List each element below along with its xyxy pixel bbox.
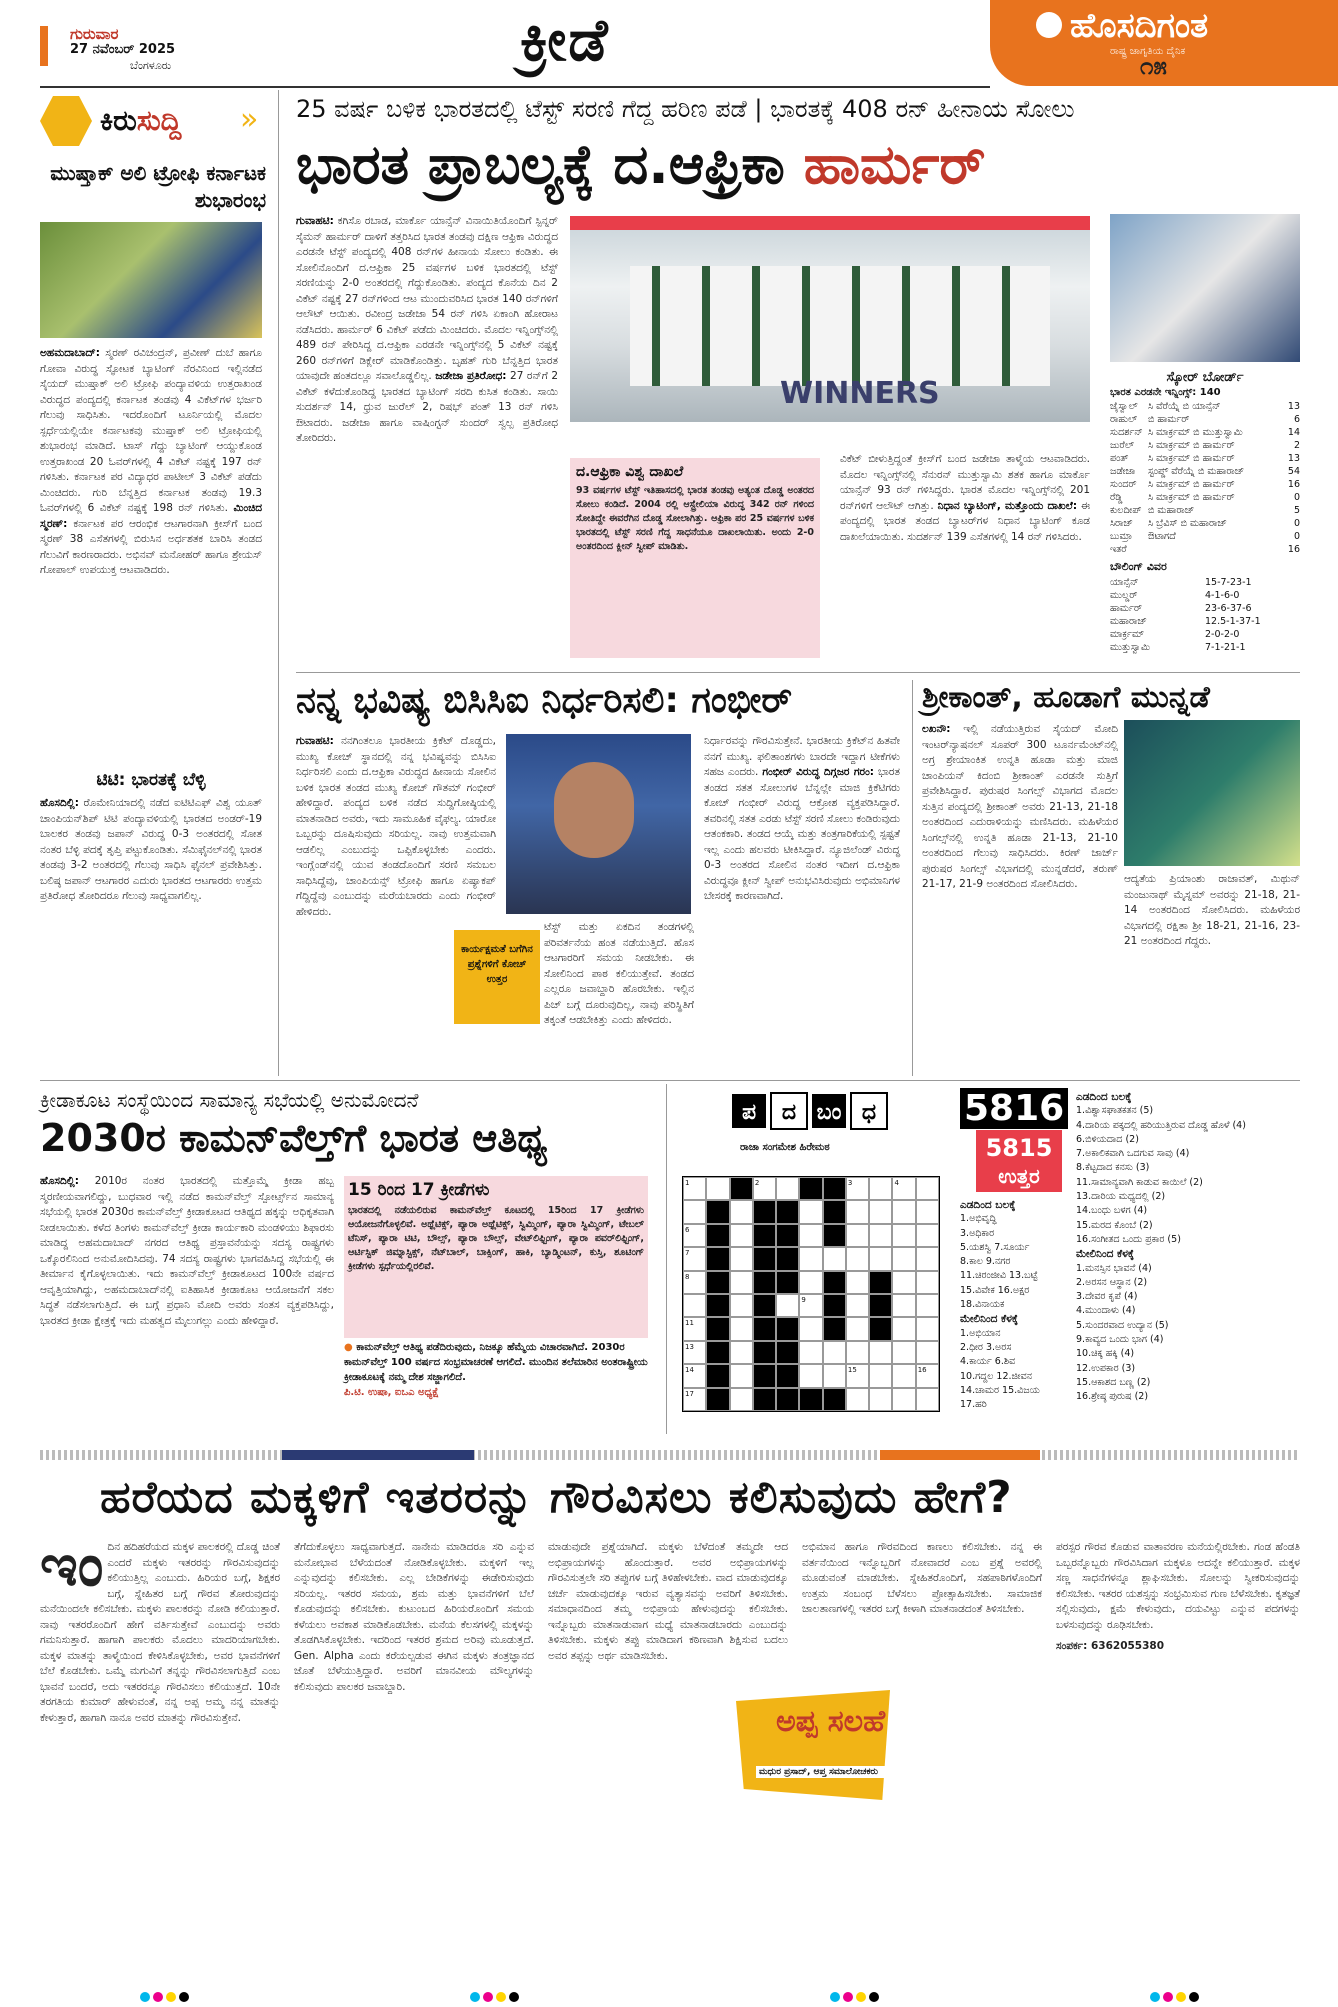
weekday: ಗುರುವಾರ [70,25,119,43]
masthead [990,0,1338,86]
record-box [570,458,820,658]
crossword-cell[interactable] [706,1271,729,1294]
score-row: ಜೈಸ್ವಾಲ್ ಸಿ ವೆರೆಯ್ನೆ ಬಿ ಯಾನ್ಸೆನ್ 13 [1110,401,1300,412]
registration-dots [470,1992,522,2002]
crossword-cell[interactable] [823,1388,846,1411]
appa-salahe-badge [736,1690,890,1800]
clue-item: 16.ಶ್ರೇಷ್ಠ ಪುರುಷ (2) [1076,1391,1149,1403]
salahe-label: ಅಪ್ಪ ಸಲಹೆ [776,1704,886,1739]
clue-item: 15.ಆಕಾಶದ ಬಣ್ಣ (2) [1076,1376,1151,1388]
bowling-row: ಯಾನ್ಸೆನ್ 15-7-23-1 [1110,577,1252,588]
kiru-suddi-label: ಕಿರುಸುದ್ದಿ [100,104,182,137]
crossword-cell[interactable] [869,1224,892,1247]
feature-col5: ಪರಸ್ಪರ ಗೌರವ ಕೊಡುವ ವಾತಾವರಣ ಮನೆಯಲ್ಲಿರಬೇಕು. ಗಂಡ ಹೆಂಡತಿ ಒಬ್ಬರನ್ನೊಬ್ಬರು ಗೌರವಿಸಿದಾಗ ಮಕ್ಕಳೂ ಅದನ್ನೇ ಕಲಿಯುತ್ತಾರೆ. ಮಕ್ಕಳ ಸಣ್ಣ ಸಾಧನೆಗಳನ್ನೂ ಶ್ಲಾಘಿಸಬೇಕು. ಸೋಲನ್ನು ಸ್ವೀಕರಿಸುವುದನ್ನು ಕಲಿಸಬೇಕು. ಇತರರ ಯಶಸ್ಸನ್ನು ಸಂಭ್ರಮಿಸುವ ಗುಣ ಬೆಳೆಸಬೇಕು. ಕೃತಜ್ಞತೆ ಸಲ್ಲಿಸುವುದು, ಕ್ಷಮೆ ಕೇಳುವುದು, ದಯವಿಟ್ಟು ಎನ್ನುವ ಪದಗಳನ್ನು ಬಳಸುವುದನ್ನು ರೂಢಿಸಬೇಕು. ಸಂಪರ್ಕ: 6362055380 [1056,1540,1300,1655]
crossword-cell[interactable] [869,1247,892,1270]
crossword-cell[interactable] [799,1247,822,1270]
crossword-cell[interactable] [776,1247,799,1270]
crossword-cell[interactable] [916,1271,939,1294]
answers-list: ಎಡದಿಂದ ಬಲಕ್ಕೆ 1.ಅಭಿವೃದ್ಧಿ 3.ಅಧಿಕಾರ 5.ಯಶಸ್ವಿ 7.ಸೂರ್ಯ 8.ಕಾಲ 9.ನಗರ 11.ಚಿರಂಜೀವಿ 13.ಬಟ್ಟೆ 15.ವಿವೇಕ 16.ಅಕ್ಷರ 18.ವಿನಾಯಕ ಮೇಲಿನಿಂದ ಕೆಳಕ್ಕೆ 1.ಅಭಿಯಾನ 2.ಧೀರ 3.ಅರಸ 4.ಕಾರ್ಯ 6.ಶಿವ 10.ಗದ್ದಲ 12.ಜೀವನ 14.ಚಾಮರ 15.ವಿಜಯ 17.ಹರಿ [960,1198,1070,1412]
crossword-cell[interactable] [869,1388,892,1411]
score-row: ಬುಮ್ರಾ ಔಟಾಗದೆ 0 [1110,531,1300,542]
cwg-strapline: ಕ್ರೀಡಾಕೂಟ ಸಂಸ್ಥೆಯಿಂದ ಸಾಮಾನ್ಯ ಸಭೆಯಲ್ಲಿ ಅನುಮೋದನೆ [40,1088,419,1112]
feature-col1: ಇಂದಿನ ಹದಿಹರೆಯದ ಮಕ್ಕಳ ಪಾಲಕರಲ್ಲಿ ದೊಡ್ಡ ಚಿಂತೆ ಎಂದರೆ ಮಕ್ಕಳು ಇತರರನ್ನು ಗೌರವಿಸುವುದನ್ನು ಕಲಿಯುತ್ತಿಲ್ಲ ಎಂಬುದು. ಹಿರಿಯರ ಬಗ್ಗೆ, ಶಿಕ್ಷಕರ ಬಗ್ಗೆ, ಸ್ನೇಹಿತರ ಬಗ್ಗೆ ಗೌರವ ತೋರುವುದನ್ನು ಮನೆಯಿಂದಲೇ ಕಲಿಸಬೇಕು. ಮಕ್ಕಳು ಪಾಲಕರನ್ನು ನೋಡಿ ಕಲಿಯುತ್ತಾರೆ. ನಾವು ಇತರರೊಂದಿಗೆ ಹೇಗೆ ವರ್ತಿಸುತ್ತೇವೆ ಎಂಬುದನ್ನು ಅವರು ಗಮನಿಸುತ್ತಾರೆ. ಹಾಗಾಗಿ ಪಾಲಕರು ಮೊದಲು ಮಾದರಿಯಾಗಬೇಕು. ಮಕ್ಕಳ ಮಾತನ್ನು ತಾಳ್ಮೆಯಿಂದ ಕೇಳಿಸಿಕೊಳ್ಳಬೇಕು, ಅವರ ಭಾವನೆಗಳಿಗೆ ಬೆಲೆ ಕೊಡಬೇಕು. ಒಮ್ಮೆ ಮಗುವಿಗೆ ತನ್ನನ್ನು ಗೌರವಿಸಲಾಗುತ್ತಿದೆ ಎಂಬ ಭಾವನೆ ಬಂದರೆ, ಅದು ಇತರರನ್ನೂ ಗೌರವಿಸಲು ಕಲಿಯುತ್ತದೆ. 10ನೇ ತರಗತಿಯ ಕುಮಾರ್ ಹೇಳುವಂತೆ, ನನ್ನ ಅಪ್ಪ ಅಮ್ಮ ನನ್ನ ಮಾತನ್ನು ಕೇಳುತ್ತಾರೆ, ಹಾಗಾಗಿ ನಾನೂ ಅವರ ಮಾತನ್ನು ಗೌರವಿಸುತ್ತೇನೆ. [40,1531,280,1724]
cwg-quote: ● ಕಾಮನ್‌ವೆಲ್ತ್ ಆತಿಥ್ಯ ಪಡೆದಿರುವುದು, ನಿಜಕ್ಕೂ ಹೆಮ್ಮೆಯ ವಿಚಾರವಾಗಿದೆ. 2030ರ ಕಾಮನ್‌ವೆಲ್ತ್ 100 ವರ್ಷದ ಸಂಭ್ರಮಾಚರಣೆ ಆಗಲಿದೆ. ಮುಂದಿನ ತಲೆಮಾರಿನ ಅಂತರಾಷ್ಟ್ರೀಯ ಕ್ರೀಡಾಕೂಟಕ್ಕೆ ನಮ್ಮ ದೇಶ ಸಜ್ಜಾಗಲಿದೆ. ಪಿ.ಟಿ. ಉಷಾ, ಐಒಎ ಅಧ್ಯಕ್ಷೆ [344,1342,648,1398]
crossword-cell[interactable] [869,1341,892,1364]
crossword-cell[interactable] [823,1364,846,1387]
crossword-cell[interactable] [869,1271,892,1294]
salahe-author: ಮಧುರ ಪ್ರಸಾದ್, ಆಪ್ತ ಸಮಾಲೋಚಕರು [756,1766,886,1778]
clue-item: 1.ಮನಸ್ಸಿನ ಭಾವನೆ (4) [1076,1262,1152,1274]
score-row: ರಾಹುಲ್ ಬಿ ಹಾರ್ಮರ್ 6 [1110,414,1300,425]
padabandha-title: ಪ ದ ಬಂ ಧ [730,1092,890,1130]
kiru-place: ಅಹಮದಾಬಾದ್: [40,347,100,359]
kiru-sub2-place: ಮಿಂಚಿದ ಸ್ಮರಣ್: [40,502,262,530]
crossword-cell[interactable] [799,1271,822,1294]
feature-col4: ಅಭಿಮಾನ ಹಾಗೂ ಗೌರವದಿಂದ ಕಾಣಲು ಕಲಿಸಬೇಕು. ನನ್ನ ಈ ವರ್ತನೆಯಿಂದ ಇನ್ನೊಬ್ಬರಿಗೆ ನೋವಾದರೆ ಎಂಬ ಪ್ರಶ್ನೆ ಅವರಲ್ಲಿ ಮೂಡುವಂತೆ ಮಾಡಬೇಕು. ಸ್ನೇಹಿತರೊಂದಿಗೆ, ಸಹಪಾಠಿಗಳೊಂದಿಗೆ ಉತ್ತಮ ಸಂಬಂಧ ಬೆಳೆಸಲು ಪ್ರೋತ್ಸಾಹಿಸಬೇಕು. ಸಾಮಾಜಿಕ ಜಾಲತಾಣಗಳಲ್ಲಿ ಇತರರ ಬಗ್ಗೆ ಕೀಳಾಗಿ ಮಾತನಾಡದಂತೆ ತಿಳಿಸಬೇಕು. [802,1541,1042,1615]
crossword-cell[interactable] [683,1200,706,1223]
bowling-row: ಮುಲ್ಡರ್ 4-1-6-0 [1110,590,1240,601]
column-divider [666,1084,667,1434]
color-band [40,1450,1300,1460]
clue-item: 2.ಅರಸನ ಆಸ್ಥಾನ (2) [1076,1276,1148,1288]
bowling-title: ಬೌಲಿಂಗ್ ವಿವರ [1110,560,1167,573]
crossword-cell[interactable] [776,1224,799,1247]
clue-item: 12.ಉಪಕಾರ (3) [1076,1362,1136,1374]
crossword-cell[interactable] [706,1177,729,1200]
crossword-cell[interactable] [799,1388,822,1411]
crossword-cell[interactable]: 9 [799,1294,822,1317]
crossword-cell[interactable] [823,1317,846,1340]
scoreboard-sub: ಭಾರತ ಎರಡನೇ ಇನ್ನಿಂಗ್ಸ್: 140 [1110,387,1221,398]
crossword-cell[interactable] [869,1364,892,1387]
feature-col3: ಮಾಡುವುದೇ ಪ್ರಶ್ನೆಯಾಗಿದೆ. ಮಕ್ಕಳು ಬೆಳೆದಂತೆ ತಮ್ಮದೇ ಆದ ಅಭಿಪ್ರಾಯಗಳನ್ನು ಹೊಂದುತ್ತಾರೆ. ಅವರ ಅಭಿಪ್ರಾಯಗಳನ್ನು ಗೌರವಿಸುತ್ತಲೇ ಸರಿ ತಪ್ಪುಗಳ ಬಗ್ಗೆ ತಿಳಿಹೇಳಬೇಕು. ವಾದ ಮಾಡುವುದಕ್ಕೂ ಚರ್ಚೆ ಮಾಡುವುದಕ್ಕೂ ಇರುವ ವ್ಯತ್ಯಾಸವನ್ನು ಅವರಿಗೆ ತಿಳಿಸಬೇಕು. ಸಮಾಧಾನದಿಂದ ತಮ್ಮ ಅಭಿಪ್ರಾಯ ಹೇಳುವುದನ್ನು ಕಲಿಸಬೇಕು. ಇನ್ನೊಬ್ಬರು ಮಾತನಾಡುವಾಗ ಮಧ್ಯೆ ಮಾತನಾಡಬಾರದು ಎಂಬುದನ್ನು ತಿಳಿಸಬೇಕು. ಮಕ್ಕಳು ತಪ್ಪು ಮಾಡಿದಾಗ ಕಠಿಣವಾಗಿ ಶಿಕ್ಷಿಸುವ ಬದಲು ಅವರ ತಪ್ಪನ್ನು ಅರ್ಥ ಮಾಡಿಸಬೇಕು. [548,1541,788,1662]
crossword-cell[interactable]: 2 [753,1177,776,1200]
bowling-row: ಮಾರ್ಕ್ರಮ್ 2-0-2-0 [1110,629,1240,640]
answer-item: 17.ಹರಿ [960,1399,987,1411]
crossword-cell[interactable] [846,1388,869,1411]
crossword-cell[interactable] [706,1317,729,1340]
crossword-cell[interactable] [776,1341,799,1364]
clue-item: 9.ಕಾವ್ಯದ ಒಂದು ಭಾಗ (4) [1076,1334,1164,1346]
players-photo [1110,214,1300,362]
gambhir-headline: ನನ್ನ ಭವಿಷ್ಯ ಬಿಸಿಸಿಐ ನಿರ್ಧರಿಸಲಿ: ಗಂಭೀರ್ [296,680,793,721]
crossword-cell[interactable] [776,1177,799,1200]
crossword-cell[interactable] [846,1271,869,1294]
bowling-row: ಹಾರ್ಮರ್ 23-6-37-6 [1110,603,1252,614]
crossword-cell[interactable] [892,1317,915,1340]
crossword-cell[interactable]: 13 [683,1341,706,1364]
crossword-cell[interactable]: 8 [683,1271,706,1294]
crossword-cell[interactable]: 4 [892,1177,915,1200]
section-title: ಕ್ರೀಡೆ [520,6,610,74]
header-rule [40,86,990,88]
column-divider [912,680,913,1076]
crossword-cell[interactable] [846,1341,869,1364]
column-divider [278,90,279,1076]
crossword-cell[interactable] [730,1224,753,1247]
gambhir-body: ಗುವಾಹಟಿ: ನನಗಿಂತಲೂ ಭಾರತೀಯ ಕ್ರಿಕೆಟ್ ದೊಡ್ಡದು, ಮುಖ್ಯ ಕೋಚ್ ಸ್ಥಾನದಲ್ಲಿ ನನ್ನ ಭವಿಷ್ಯವನ್ನು ಬಿಸಿಸಿಐ ನಿರ್ಧರಿಸಲಿ ಎಂದು ದ.ಆಫ್ರಿಕಾ ವಿರುದ್ಧದ ಹೀನಾಯ ಸೋಲಿನ ಬಳಿಕ ಭಾರತ ತಂಡದ ಮುಖ್ಯ ಕೋಚ್ ಗೌತಮ್ ಗಂಭೀರ್ ಹೇಳಿದ್ದಾರೆ. ಪಂದ್ಯದ ಬಳಿಕ ನಡೆದ ಸುದ್ದಿಗೋಷ್ಠಿಯಲ್ಲಿ ಮಾತನಾಡಿದ ಅವರು, ಇದು ಸಾಮೂಹಿಕ ವೈಫಲ್ಯ. ಯಾರೋ ಒಬ್ಬರನ್ನು ದೂಷಿಸುವುದು ಸರಿಯಲ್ಲ. ನಾವು ಉತ್ತಮವಾಗಿ ಆಡಲಿಲ್ಲ ಎಂಬುದನ್ನು ಒಪ್ಪಿಕೊಳ್ಳಬೇಕು ಎಂದರು. ಇಂಗ್ಲೆಂಡ್‌ನಲ್ಲಿ ಯುವ ತಂಡದೊಂದಿಗೆ ಸರಣಿ ಸಮಬಲ ಸಾಧಿಸಿದ್ದೆವು, ಚಾಂಪಿಯನ್ಸ್ ಟ್ರೋಫಿ ಹಾಗೂ ಏಷ್ಯಾಕಪ್ ಗೆದ್ದಿದ್ದೆವು ಎಂಬುದನ್ನು ಮರೆಯಬಾರದು ಎಂದು ಗಂಭೀರ್ ಹೇಳಿದರು. [296,735,497,918]
record-box-head: ದ.ಆಫ್ರಿಕಾ ವಿಶ್ವ ದಾಖಲೆ [576,464,684,480]
clue-item: 4.ಮುಂದಾಳು (4) [1076,1305,1136,1317]
city: ಬೆಂಗಳೂರು [130,59,172,72]
crossword-cell[interactable] [892,1364,915,1387]
coach-quote-badge: ಕಾರ್ಯಕ್ಷಮತೆ ಬಗೆಗಿನ ಪ್ರಶ್ನೆಗಳಿಗೆ ಕೋಚ್ ಉತ್ತರ [454,930,540,1024]
crossword-cell[interactable] [892,1200,915,1223]
crossword-cell[interactable] [730,1364,753,1387]
crossword-cell[interactable] [823,1177,846,1200]
feature-headline: ಹರೆಯದ ಮಕ್ಕಳಿಗೆ ಇತರರನ್ನು ಗೌರವಿಸಲು ಕಲಿಸುವುದು ಹೇಗೆ? [100,1472,1013,1523]
crossword-cell[interactable]: 3 [846,1177,869,1200]
tt-body: ಹೊಸದಿಲ್ಲಿ: ರೊಮೇನಿಯಾದಲ್ಲಿ ನಡೆದ ಐಟಿಟಿಎಫ್ ವಿಶ್ವ ಯೂತ್ ಚಾಂಪಿಯನ್‌ಶಿಪ್ ಟಿಟಿ ಪಂದ್ಯಾವಳಿಯಲ್ಲಿ ಭಾರತದ ಅಂಡರ್-19 ಬಾಲಕರ ತಂಡವು ಜಪಾನ್ ವಿರುದ್ಧ 0-3 ಅಂತರದಲ್ಲಿ ಸೋತ ನಂತರ ಬೆಳ್ಳಿ ಪದಕ್ಕೆ ತೃಪ್ತಿ ಪಟ್ಟುಕೊಂಡಿತು. ಸೆಮಿಫೈನಲ್‌ನಲ್ಲಿ ಭಾರತ ತಂಡವು 3-2 ಅಂತರದಲ್ಲಿ ಗೆಲುವು ಸಾಧಿಸಿ ಫೈನಲ್ ಪ್ರವೇಶಿಸಿತ್ತು. ಬಲಿಷ್ಠ ಜಪಾನ್ ಆಟಗಾರರ ಎದುರು ಭಾರತದ ಆಟಗಾರರು ಉತ್ತಮ ಪ್ರತಿರೋಧ ತೋರಿದರೂ ಗೆಲುವು ಸಾಧ್ಯವಾಗಲಿಲ್ಲ. [40,797,262,902]
gambhir-photo [506,734,691,914]
crossword-cell[interactable] [706,1388,729,1411]
crossword-cell[interactable] [869,1317,892,1340]
scoreboard [1110,370,1300,654]
gambhir-body3: ನಿರ್ಧಾರವನ್ನು ಗೌರವಿಸುತ್ತೇನೆ. ಭಾರತೀಯ ಕ್ರಿಕೆಟ್‌ನ ಹಿತವೇ ನನಗೆ ಮುಖ್ಯ. ಫಲಿತಾಂಶಗಳು ಬಾರದೇ ಇದ್ದಾಗ ಟೀಕೆಗಳು ಸಹಜ ಎಂದರು. ಗಂಭೀರ್ ವಿರುದ್ಧ ದಿಗ್ಗಜರ ಗರಂ: ಭಾರತ ತಂಡದ ಸತತ ಸೋಲುಗಳ ಬೆನ್ನಲ್ಲೇ ಮಾಜಿ ಕ್ರಿಕೆಟಿಗರು ಕೋಚ್ ಗಂಭೀರ್ ವಿರುದ್ಧ ಆಕ್ರೋಶ ವ್ಯಕ್ತಪಡಿಸಿದ್ದಾರೆ. ತವರಿನಲ್ಲಿ ಸತತ ಎರಡು ಟೆಸ್ಟ್ ಸರಣಿ ಸೋಲು ಕಂಡಿರುವುದು ಆತಂಕಕಾರಿ. ತಂಡದ ಆಯ್ಕೆ ಮತ್ತು ತಂತ್ರಗಾರಿಕೆಯಲ್ಲಿ ಸ್ಪಷ್ಟತೆ ಇಲ್ಲ ಎಂದು ಹಲವರು ಟೀಕಿಸಿದ್ದಾರೆ. ನ್ಯೂಜಿಲೆಂಡ್ ವಿರುದ್ಧ 0-3 ಅಂತರದ ಸೋಲಿನ ನಂತರ ಇದೀಗ ದ.ಆಫ್ರಿಕಾ ವಿರುದ್ಧವೂ ಕ್ಲೀನ್ ಸ್ವೀಪ್ ಅನುಭವಿಸಿರುವುದು ಅಭಿಮಾನಿಗಳ ಬೇಸರಕ್ಕೆ ಕಾರಣವಾಗಿದೆ. [704,735,900,902]
srikanth-body: ಲಖನೌ: ಇಲ್ಲಿ ನಡೆಯುತ್ತಿರುವ ಸೈಯದ್ ಮೋದಿ ಇಂಟರ್‌ನ್ಯಾಷನಲ್ ಸೂಪರ್ 300 ಟೂರ್ನಮೆಂಟ್‌ನಲ್ಲಿ ಅಗ್ರ ಶ್ರೇಯಾಂಕಿತ ಉನ್ನತಿ ಹೂಡಾ ಮತ್ತು ಮಾಜಿ ಚಾಂಪಿಯನ್ ಕಿದಂಬಿ ಶ್ರೀಕಾಂತ್ ಎರಡನೇ ಸುತ್ತಿಗೆ ಪ್ರವೇಶಿಸಿದ್ದಾರೆ. ಪುರುಷರ ಸಿಂಗಲ್ಸ್ ವಿಭಾಗದ ಮೊದಲ ಸುತ್ತಿನ ಪಂದ್ಯದಲ್ಲಿ ಶ್ರೀಕಾಂತ್ ಅವರು 21-13, 21-18 ಅಂತರದಿಂದ ಎದುರಾಳಿಯನ್ನು ಮಣಿಸಿದರು. ಮಹಿಳೆಯರ ಸಿಂಗಲ್ಸ್‌ನಲ್ಲಿ ಉನ್ನತಿ ಹೂಡಾ 21-13, 21-10 ಅಂತರದಿಂದ ಗೆಲುವು ಸಾಧಿಸಿದರು. ಕಿರಣ್ ಜಾರ್ಜ್ ಪುರುಷರ ಸಿಂಗಲ್ಸ್ ವಿಭಾಗದಲ್ಲಿ ಮುನ್ನಡೆದರೆ, ತರುಣ್ 21-17, 21-9 ಅಂತರದಿಂದ ಸೋಲಿಸಿದರು. [922,723,1119,890]
crossword-cell[interactable] [730,1341,753,1364]
crossword-cell[interactable] [916,1224,939,1247]
score-row: ಜುರೆಲ್ ಸಿ ಮಾರ್ಕ್ರಮ್ ಬಿ ಹಾರ್ಮರ್ 2 [1110,440,1300,451]
crossword-cell[interactable] [846,1224,869,1247]
crossword-cell[interactable] [753,1271,776,1294]
gambhir-body2: ಟೆಸ್ಟ್ ಮತ್ತು ಏಕದಿನ ತಂಡಗಳಲ್ಲಿ ಪರಿವರ್ತನೆಯ ಹಂತ ನಡೆಯುತ್ತಿದೆ. ಹೊಸ ಆಟಗಾರರಿಗೆ ಸಮಯ ನೀಡಬೇಕು. ಈ ಸೋಲಿನಿಂದ ಪಾಠ ಕಲಿಯುತ್ತೇವೆ. ತಂಡದ ಎಲ್ಲರೂ ಜವಾಬ್ದಾರಿ ಹೊರಬೇಕು. ಇಲ್ಲಿನ ಪಿಚ್ ಬಗ್ಗೆ ದೂರುವುದಿಲ್ಲ, ನಾವು ಪರಿಸ್ಥಿತಿಗೆ ತಕ್ಕಂತೆ ಆಡಬೇಕಿತ್ತು ಎಂದು ಹೇಳಿದರು. [544,921,694,1026]
page-number: ೧೫ [1140,52,1167,80]
crossword-cell[interactable] [916,1294,939,1317]
crossword-cell[interactable] [916,1177,939,1200]
crossword-cell[interactable] [753,1388,776,1411]
clue-item: 11.ಸಾಮಾನ್ಯವಾಗಿ ಕಾಡುವ ಕಾಯಿಲೆ (2) [1076,1176,1203,1188]
clue-item: 8.ಕೆಟ್ಟದಾದ ಕನಸು (3) [1076,1162,1150,1174]
score-row: ಜಡೇಜಾ ಸ್ಟಂಪ್ಡ್ ವೆರೆಯ್ನೆ ಬಿ ಮಹಾರಾಜ್ 54 [1110,466,1300,477]
crossword-cell[interactable] [916,1247,939,1270]
crossword-cell[interactable] [869,1177,892,1200]
answer-item: 11.ಚಿರಂಜೀವಿ 13.ಬಟ್ಟೆ [960,1270,1038,1282]
bowling-row: ಮಹಾರಾಜ್ 12.5-1-37-1 [1110,616,1261,627]
crossword-cell[interactable]: 7 [683,1247,706,1270]
winners-photo [570,216,1090,452]
crossword-cell[interactable] [916,1317,939,1340]
clue-item: 14.ಬಂಧು ಬಳಗ (4) [1076,1205,1148,1217]
lead-headline: ಭಾರತ ಪ್ರಾಬಲ್ಯಕ್ಕೆ ದ.ಆಫ್ರಿಕಾ ಹಾರ್ಮರ್ [296,133,986,196]
badminton-photo [1124,720,1300,866]
flame-icon: ● [344,1342,353,1353]
crossword-cell[interactable] [823,1271,846,1294]
lamp-logo-icon [1036,12,1062,38]
crossword-cell[interactable] [799,1224,822,1247]
clue-item: 6.ಬಿಳಿಯದಾದ (2) [1076,1133,1139,1145]
crossword-cell[interactable] [892,1247,915,1270]
cwg-box-head: 15 ರಿಂದ 17 ಕ್ರೀಡೆಗಳು [348,1180,490,1200]
tt-headline: ಟಿಟಿ: ಭಾರತಕ್ಕೆ ಬೆಳ್ಳಿ [96,770,206,790]
answer-item: 3.ಅಧಿಕಾರ [960,1227,995,1239]
answer-item: 2.ಧೀರ 3.ಅರಸ [960,1341,1012,1353]
crossword-cell[interactable] [706,1341,729,1364]
crossword-cell[interactable] [753,1364,776,1387]
crossword-cell[interactable] [776,1294,799,1317]
hand-point-icon [40,96,92,146]
crossword-cell[interactable] [846,1317,869,1340]
crossword-cell[interactable] [776,1271,799,1294]
crossword-cell[interactable]: 16 [916,1364,939,1387]
crossword-cell[interactable] [823,1224,846,1247]
crossword-cell[interactable] [706,1224,729,1247]
bowling-row: ಮುತ್ತುಸ್ವಾಮಿ 7-1-21-1 [1110,642,1246,653]
answer-item: 10.ಗದ್ದಲ 12.ಜೀವನ [960,1370,1033,1382]
winners-banner: WINNERS [780,376,940,411]
crossword-cell[interactable] [730,1294,753,1317]
crossword-cell[interactable] [753,1224,776,1247]
crossword-cell[interactable] [776,1200,799,1223]
crossword-cell[interactable] [753,1294,776,1317]
answer-item: 5.ಯಶಸ್ವಿ 7.ಸೂರ್ಯ [960,1241,1030,1253]
srikanth-headline: ಶ್ರೀಕಾಂತ್, ಹೂಡಾಗೆ ಮುನ್ನಡೆ [922,680,1210,715]
puzzle-compiler: ರಾಜಾ ಸಂಗಮೇಶ ಹಿರೇಮಠ [740,1142,830,1153]
kiru-headline: ಮುಷ್ತಾಕ್ ಅಲಿ ಟ್ರೋಫಿ ಕರ್ನಾಟಕ ಶುಭಾರಂಭ [50,161,266,212]
answer-item: 1.ಅಭಿವೃದ್ಧಿ [960,1213,997,1225]
clue-item: 16.ಸಂಗೀತದ ಒಂದು ಪ್ರಕಾರ (5) [1076,1233,1181,1245]
crossword-cell[interactable] [916,1388,939,1411]
puzzle-number: 5816 [960,1088,1068,1129]
crossword-cell[interactable] [753,1247,776,1270]
score-row: ಸುದರ್ಶನ್ ಸಿ ಮಾರ್ಕ್ರಮ್ ಬಿ ಮುತ್ತುಸ್ವಾಮಿ 14 [1110,427,1300,438]
clue-item: 3.ದೇವರ ಕೃಪೆ (4) [1076,1291,1138,1303]
crossword-cell[interactable] [730,1388,753,1411]
answer-item: 14.ಚಾಮರ 15.ವಿಜಯ [960,1384,1040,1396]
cwg-box-body: ಭಾರತದಲ್ಲಿ ನಡೆಯಲಿರುವ ಕಾಮನ್‌ವೆಲ್ತ್ ಕೂಟದಲ್ಲಿ 15ರಿಂದ 17 ಕ್ರೀಡೆಗಳು ಆಯೋಜನೆಗೊಳ್ಳಲಿವೆ. ಅಥ್ಲೆಟಿಕ್ಸ್, ಪ್ಯಾರಾ ಅಥ್ಲೆಟಿಕ್ಸ್, ಸ್ವಿಮ್ಮಿಂಗ್, ಪ್ಯಾರಾ ಸ್ವಿಮ್ಮಿಂಗ್, ಟೇಬಲ್ ಟೆನಿಸ್, ಪ್ಯಾರಾ ಟಿಟಿ, ಬೌಲ್ಸ್, ಪ್ಯಾರಾ ಬೌಲ್ಸ್, ವೇಟ್‌ಲಿಫ್ಟಿಂಗ್, ಪ್ಯಾರಾ ಪವರ್‌ಲಿಫ್ಟಿಂಗ್, ಆರ್ಟಿಸ್ಟಿಕ್ ಜಿಮ್ನಾಸ್ಟಿಕ್ಸ್, ನೆಟ್‌ಬಾಲ್, ಬಾಕ್ಸಿಂಗ್, ಹಾಕಿ, ಬ್ಯಾಡ್ಮಿಂಟನ್, ಕುಸ್ತಿ, ಶೂಟಿಂಗ್ ಕ್ರೀಡೆಗಳು ಸ್ಪರ್ಧೆಯಲ್ಲಿರಲಿವೆ. [348,1205,644,1272]
crossword-cell[interactable] [869,1200,892,1223]
crossword-cell[interactable] [892,1341,915,1364]
crossword-cell[interactable] [869,1294,892,1317]
registration-dots [830,1992,882,2002]
answer-badge: 5815 ಉತ್ತರ [976,1130,1062,1192]
cwg-headline: 2030ರ ಕಾಮನ್‌ವೆಲ್ತ್‌ಗೆ ಭಾರತ ಆತಿಥ್ಯ [40,1116,548,1160]
date: 27 ನವೆಂಬರ್ 2025 [70,42,176,57]
crossword-cell[interactable] [823,1294,846,1317]
score-row: ಇತರೆ 16 [1110,544,1300,555]
crossword-cell[interactable] [892,1388,915,1411]
crossword-grid[interactable] [682,1176,940,1412]
masthead-tagline: ರಾಷ್ಟ್ರ ಜಾಗೃತಿಯ ದೈನಿಕ [1110,46,1186,57]
cwg-quote-by: ಪಿ.ಟಿ. ಉಷಾ, ಐಒಎ ಅಧ್ಯಕ್ಷೆ [344,1387,439,1398]
contact: ಸಂಪರ್ಕ: 6362055380 [1056,1640,1165,1652]
scoreboard-title: ಸ್ಕೋರ್ ಬೋರ್ಡ್ [1166,370,1244,385]
lead-strapline: 25 ವರ್ಷ ಬಳಿಕ ಭಾರತದಲ್ಲಿ ಟೆಸ್ಟ್ ಸರಣಿ ಗೆದ್ದ ಹರಿಣ ಪಡೆ | ಭಾರತಕ್ಕೆ 408 ರನ್ ಹೀನಾಯ ಸೋಲು [296,95,1075,123]
cricket-photo [40,222,262,338]
cwg-sports-box [344,1176,648,1338]
registration-dots [140,1992,192,2002]
clue-item: 1.ವಿಶ್ವಾಸಘಾತಕತನ (5) [1076,1105,1154,1117]
crossword-cell[interactable] [799,1364,822,1387]
clue-item: 10.ಚಿಕ್ಕ ಹಕ್ಕಿ (4) [1076,1348,1135,1360]
crossword-cell[interactable] [916,1341,939,1364]
chevron-right-icon: » [240,102,259,137]
crossword-cell[interactable] [730,1317,753,1340]
crossword-cell[interactable]: 11 [683,1317,706,1340]
answer-item: 8.ಕಾಲ 9.ನಗರ [960,1256,1011,1268]
score-row: ಪಂತ್ ಸಿ ಮಾರ್ಕ್ರಮ್ ಬಿ ಹಾರ್ಮರ್ 13 [1110,453,1300,464]
crossword-cell[interactable] [846,1247,869,1270]
crossword-cell[interactable] [706,1294,729,1317]
kiru-body: ಅಹಮದಾಬಾದ್: ಸ್ಮರಣ್ ರವಿಚಂದ್ರನ್, ಪ್ರವೀಣ್ ದುಬೆ ಹಾಗೂ ಗೋವಾ ವಿರುದ್ಧ ಸ್ಫೋಟಕ ಬ್ಯಾಟಿಂಗ್ ನೆರವಿನಿಂದ ಇಲ್ಲಿನಡೆದ ಸೈಯದ್ ಮುಷ್ತಾಕ್ ಅಲಿ ಟ್ರೋಫಿ ಪಂದ್ಯಾವಳಿಯ ಉತ್ತರಾಖಂಡ ವಿರುದ್ಧದ ಪಂದ್ಯದಲ್ಲಿ ಕರ್ನಾಟಕ ತಂಡವು 4 ವಿಕೆಟ್‌ಗಳ ಭರ್ಜರಿ ಗೆಲುವು ಸಾಧಿಸಿತು. ಇದರೊಂದಿಗೆ ಟೂರ್ನಿಯಲ್ಲಿ ಮೊದಲ ಸ್ಪರ್ಧೆಯಲ್ಲಿಯೇ ಕರ್ನಾಟಕವು ಮುಷ್ತಾಕ್ ಅಲಿ ಟ್ರೋಫಿಯಲ್ಲಿ ಶುಭಾರಂಭ ಮಾಡಿದೆ. ಟಾಸ್ ಗೆದ್ದು ಬ್ಯಾಟಿಂಗ್ ಆಯ್ದುಕೊಂಡ ಉತ್ತರಾಖಂಡ 20 ಓವರ್‌ಗಳಲ್ಲಿ 4 ವಿಕೆಟ್ ನಷ್ಟಕ್ಕೆ 197 ರನ್ ಗಳಿಸಿತು. ಕರ್ನಾಟಕ ಪರ ವಿದ್ಯಾಧರ ಪಾಟೀಲ್ 3 ವಿಕೆಟ್ ಪಡೆದು ಮಿಂಚಿದರು. ಗುರಿ ಬೆನ್ನತ್ತಿದ ಕರ್ನಾಟಕ ತಂಡವು 19.3 ಓವರ್‌ಗಳಲ್ಲಿ 6 ವಿಕೆಟ್ ನಷ್ಟಕ್ಕೆ 198 ರನ್ ಗಳಿಸಿತು. ಮಿಂಚಿದ ಸ್ಮರಣ್: ಕರ್ನಾಟಕ ಪರ ಆರಂಭಿಕ ಆಟಗಾರನಾಗಿ ಕ್ರೀಸ್‌ಗೆ ಬಂದ ಸ್ಮರಣ್ 38 ಎಸೆತಗಳಲ್ಲಿ ಬಿರುಸಿನ ಅರ್ಧಶತಕ ಬಾರಿಸಿ ತಂಡದ ಗೆಲುವಿಗೆ ಕಾರಣರಾದರು. ಅಭಿನವ್ ಮನೋಹರ್ ಹಾಗೂ ಶ್ರೇಯಸ್ ಗೋಪಾಲ್ ಉಪಯುಕ್ತ ಆಟವಾಡಿದರು. [40,347,262,576]
record-box-body: 93 ವರ್ಷಗಳ ಟೆಸ್ಟ್ ಇತಿಹಾಸದಲ್ಲಿ ಭಾರತ ತಂಡವು ಅತ್ಯಂತ ದೊಡ್ಡ ಅಂತರದ ಸೋಲು ಕಂಡಿದೆ. 2004 ರಲ್ಲಿ ಆಸ್ಟ್ರೇಲಿಯಾ ವಿರುದ್ಧ 342 ರನ್ ಗಳಿಂದ ಸೋತಿದ್ದೇ ಈವರೆಗಿನ ದೊಡ್ಡ ಸೋಲಾಗಿತ್ತು. ಆಫ್ರಿಕಾ ಪರ 25 ವರ್ಷಗಳ ಬಳಿಕ ಭಾರತದಲ್ಲಿ ಟೆಸ್ಟ್ ಸರಣಿ ಗೆದ್ದ ಸಾಧನೆಯೂ ದಾಖಲಾಯಿತು. ಅಂದು 2-0 ಅಂತರದಿಂದ ಕ್ಲೀನ್ ಸ್ವೀಪ್ ಮಾಡಿತು. [576,485,814,552]
lower-rule [40,1080,1300,1081]
clue-item: 5.ಸುಂದರವಾದ ಉದ್ಯಾನ (5) [1076,1319,1169,1331]
crossword-cell[interactable] [683,1294,706,1317]
lead-body: ಗುವಾಹಟಿ: ಕಗಿಸೊ ರಬಾಡ, ಮಾರ್ಕೊ ಯಾನ್ಸೆನ್ ವಿನಾಯಿತಿಯೊಂದಿಗೆ ಸ್ಪಿನ್ನರ್ ಸೈಮನ್ ಹಾರ್ಮರ್ ದಾಳಿಗೆ ತತ್ತರಿಸಿದ ಭಾರತ ತಂಡವು ದಕ್ಷಿಣ ಆಫ್ರಿಕಾ ವಿರುದ್ಧದ ಎರಡನೇ ಟೆಸ್ಟ್ ಪಂದ್ಯದಲ್ಲಿ 408 ರನ್‌ಗಳ ಹೀನಾಯ ಸೋಲು ಕಂಡಿತು. ಈ ಸೋಲಿನೊಂದಿಗೆ ದ.ಆಫ್ರಿಕಾ 25 ವರ್ಷಗಳ ಬಳಿಕ ಭಾರತದಲ್ಲಿ ಟೆಸ್ಟ್ ಸರಣಿಯನ್ನು 2-0 ಅಂತರದಲ್ಲಿ ಗೆದ್ದುಕೊಂಡಿತು. ಪಂದ್ಯದ ಕೊನೆಯ ದಿನ 2 ವಿಕೆಟ್ ನಷ್ಟಕ್ಕೆ 27 ರನ್‌ಗಳಿಂದ ಆಟ ಮುಂದುವರಿಸಿದ ಭಾರತ 140 ರನ್‌ಗಳಿಗೆ ಆಲೌಟ್ ಆಯಿತು. ರವೀಂದ್ರ ಜಡೇಜಾ 54 ರನ್ ಗಳಿಸಿ ಏಕಾಂಗಿ ಹೋರಾಟ ನಡೆಸಿದರು. ಹಾರ್ಮರ್ 6 ವಿಕೆಟ್ ಪಡೆದು ಮಿಂಚಿದರು. ಮೊದಲ ಇನ್ನಿಂಗ್ಸ್‌ನಲ್ಲಿ 489 ರನ್ ಪೇರಿಸಿದ್ದ ದ.ಆಫ್ರಿಕಾ ಎರಡನೇ ಇನ್ನಿಂಗ್ಸ್‌ನಲ್ಲಿ 5 ವಿಕೆಟ್ ನಷ್ಟಕ್ಕೆ 260 ರನ್‌ಗಳಿಗೆ ಡಿಕ್ಲೇರ್ ಮಾಡಿಕೊಂಡಿತ್ತು. ಬೃಹತ್ ಗುರಿ ಬೆನ್ನತ್ತಿದ ಭಾರತ ಯಾವುದೇ ಹಂತದಲ್ಲೂ ಸವಾಲೊಡ್ಡಲಿಲ್ಲ. ಜಡೇಜಾ ಪ್ರತಿರೋಧ: 27 ರನ್‌ಗೆ 2 ವಿಕೆಟ್ ಕಳೆದುಕೊಂಡಿದ್ದ ಭಾರತದ ಬ್ಯಾಟಿಂಗ್ ಸರದಿ ಕುಸಿತ ಕಂಡಿತು. ಸಾಯಿ ಸುದರ್ಶನ್ 14, ಧ್ರುವ ಜುರೆಲ್ 2, ರಿಷಭ್ ಪಂತ್ 13 ರನ್ ಗಳಿಸಿ ಔಟಾದರು. ಜಡೇಜಾ ಹಾಗೂ ವಾಷಿಂಗ್ಟನ್ ಸುಂದರ್ ಸ್ವಲ್ಪ ಪ್ರತಿರೋಧ ತೋರಿದರು. [296,215,558,444]
crossword-cell[interactable] [846,1200,869,1223]
crossword-cell[interactable] [799,1341,822,1364]
crossword-cell[interactable] [753,1200,776,1223]
crossword-cell[interactable]: 1 [683,1177,706,1200]
crossword-cell[interactable] [916,1200,939,1223]
kiru-suddi-badge [40,96,260,146]
crossword-cell[interactable] [892,1271,915,1294]
crossword-cell[interactable]: 17 [683,1388,706,1411]
crossword-cell[interactable] [776,1364,799,1387]
crossword-cell[interactable] [753,1317,776,1340]
lead-right-body: ವಿಕೆಟ್ ಬೀಳುತ್ತಿದ್ದಂತೆ ಕ್ರೀಸ್‌ಗೆ ಬಂದ ಜಡೇಜಾ ತಾಳ್ಮೆಯ ಆಟವಾಡಿದರು. ಮೊದಲ ಇನ್ನಿಂಗ್ಸ್‌ನಲ್ಲಿ ಸೆನುರನ್ ಮುತ್ತುಸ್ವಾಮಿ ಶತಕ ಹಾಗೂ ಮಾರ್ಕೊ ಯಾನ್ಸೆನ್ 93 ರನ್ ಗಳಿಸಿದ್ದರು. ಭಾರತ ಮೊದಲ ಇನ್ನಿಂಗ್ಸ್‌ನಲ್ಲಿ 201 ರನ್‌ಗಳಿಗೆ ಆಲೌಟ್ ಆಗಿತ್ತು. ನಿಧಾನ ಬ್ಯಾಟಿಂಗ್, ಮತ್ತೊಂದು ದಾಖಲೆ: ಈ ಪಂದ್ಯದಲ್ಲಿ ಭಾರತ ತಂಡದ ಬ್ಯಾಟರ್‌ಗಳ ನಿಧಾನ ಬ್ಯಾಟಿಂಗ್ ಕೂಡ ದಾಖಲೆಯಾಯಿತು. ಸುದರ್ಶನ್ 139 ಎಸೆತಗಳಲ್ಲಿ 14 ರನ್ ಗಳಿಸಿದರು. [840,453,1091,543]
crossword-cell[interactable] [823,1341,846,1364]
crossword-cell[interactable] [730,1247,753,1270]
crossword-cell[interactable] [799,1317,822,1340]
crossword-cell[interactable] [730,1177,753,1200]
feature-col2: ತೆಗೆದುಕೊಳ್ಳಲು ಸಾಧ್ಯವಾಗುತ್ತದೆ. ನಾನೇನು ಮಾಡಿದರೂ ಸರಿ ಎನ್ನುವ ಮನೋಭಾವ ಬೆಳೆಯದಂತೆ ನೋಡಿಕೊಳ್ಳಬೇಕು. ಮಕ್ಕಳಿಗೆ ಇಲ್ಲ ಎನ್ನುವುದನ್ನು ಕಲಿಸಬೇಕು. ಎಲ್ಲ ಬೇಡಿಕೆಗಳನ್ನು ಈಡೇರಿಸುವುದು ಸರಿಯಲ್ಲ. ಇತರರ ಸಮಯ, ಶ್ರಮ ಮತ್ತು ಭಾವನೆಗಳಿಗೆ ಬೆಲೆ ಕೊಡುವುದನ್ನು ಕಲಿಸಬೇಕು. ಕುಟುಂಬದ ಹಿರಿಯರೊಂದಿಗೆ ಸಮಯ ಕಳೆಯಲು ಅವಕಾಶ ಮಾಡಿಕೊಡಬೇಕು. ಮನೆಯ ಕೆಲಸಗಳಲ್ಲಿ ಮಕ್ಕಳನ್ನು ತೊಡಗಿಸಿಕೊಳ್ಳಬೇಕು. ಇದರಿಂದ ಇತರರ ಶ್ರಮದ ಅರಿವು ಮೂಡುತ್ತದೆ. Gen. Alpha ಎಂದು ಕರೆಯಲ್ಪಡುವ ಈಗಿನ ಮಕ್ಕಳು ತಂತ್ರಜ್ಞಾನದ ಜೊತೆ ಬೆಳೆಯುತ್ತಿದ್ದಾರೆ. ಅವರಿಗೆ ಮಾನವೀಯ ಮೌಲ್ಯಗಳನ್ನು ಕಲಿಸುವುದು ಪಾಲಕರ ಜವಾಬ್ದಾರಿ. [294,1541,534,1693]
crossword-cell[interactable] [776,1317,799,1340]
clue-item: 7.ಅಕಾಲಿಕವಾಗಿ ಒದಗುವ ಸಾವು (4) [1076,1148,1190,1160]
answer-item: 18.ವಿನಾಯಕ [960,1299,1005,1311]
cwg-body: ಹೊಸದಿಲ್ಲಿ: 2010ರ ನಂತರ ಭಾರತದಲ್ಲಿ ಮತ್ತೊಮ್ಮೆ ಕ್ರೀಡಾ ಹಬ್ಬ ಸ್ಮರಣೀಯವಾಗಲಿದ್ದು, ಬುಧವಾರ ಇಲ್ಲಿ ನಡೆದ ಕಾಮನ್‌ವೆಲ್ತ್ ಸ್ಪೋರ್ಟ್ಸ್‌ನ ಸಾಮಾನ್ಯ ಸಭೆಯಲ್ಲಿ ಭಾರತ 2030ರ ಕಾಮನ್‌ವೆಲ್ತ್ ಕ್ರೀಡಾಕೂಟದ ಆತಿಥ್ಯದ ಹಕ್ಕನ್ನು ಅಧಿಕೃತವಾಗಿ ನೀಡಲಾಯಿತು. ಕಳೆದ ತಿಂಗಳು ಕಾಮನ್‌ವೆಲ್ತ್ ಕ್ರೀಡಾ ಕಾರ್ಯಕಾರಿ ಮಂಡಳಿಯು ಶಿಫಾರಸು ಮಾಡಿದ್ದ ಅಹಮದಾಬಾದ್ ನಗರದ ಆತಿಥ್ಯ ಪ್ರಸ್ತಾವನೆಯನ್ನು ಸದಸ್ಯ ರಾಷ್ಟ್ರಗಳು ಒಕ್ಕೊರಲಿನಿಂದ ಅನುಮೋದಿಸಿದವು. 74 ಸದಸ್ಯ ರಾಷ್ಟ್ರಗಳು ಭಾಗವಹಿಸಿದ್ದ ಸಭೆಯಲ್ಲಿ ಈ ತೀರ್ಮಾನ ಕೈಗೊಳ್ಳಲಾಯಿತು. ಇದು ಕಾಮನ್‌ವೆಲ್ತ್ ಕ್ರೀಡಾಕೂಟದ 100ನೇ ವರ್ಷದ ಆವೃತ್ತಿಯಾಗಿದ್ದು, ಅಹಮದಾಬಾದ್‌ನಲ್ಲಿ ಐತಿಹಾಸಿಕ ಕ್ರೀಡಾಕೂಟ ಆಯೋಜನೆಗೆ ಸಕಲ ಸಿದ್ಧತೆ ನಡೆಸಲಾಗುತ್ತಿದೆ. ಈ ಬಗ್ಗೆ ಪ್ರಧಾನಿ ಮೋದಿ ಅವರು ಸಂತಸ ವ್ಯಕ್ತಪಡಿಸಿದ್ದು, ಭಾರತದ ಕ್ರೀಡಾ ಕ್ಷೇತ್ರಕ್ಕೆ ಇದು ಮಹತ್ವದ ಮೈಲುಗಲ್ಲು ಎಂದು ಹೇಳಿದ್ದಾರೆ. [40,1175,334,1327]
mid-rule [296,672,1300,673]
crossword-cell[interactable] [706,1364,729,1387]
clue-item: 15.ಮರದ ಕೊಂಬೆ (2) [1076,1219,1153,1231]
crossword-cell[interactable] [706,1247,729,1270]
header-accent [40,26,48,66]
crossword-cell[interactable] [892,1294,915,1317]
crossword-cell[interactable] [753,1341,776,1364]
dropcap: ಇಂ [40,1531,104,1599]
score-row: ಕುಲದೀಪ್ ಬಿ ಮಹಾರಾಜ್ 5 [1110,505,1300,516]
crossword-cell[interactable]: 14 [683,1364,706,1387]
crossword-cell[interactable] [776,1388,799,1411]
crossword-cell[interactable] [799,1177,822,1200]
registration-dots [1150,1992,1202,2002]
crossword-cell[interactable] [823,1247,846,1270]
score-row: ಸಿರಾಜ್ ಸಿ ಬ್ರೆವಿಸ್ ಬಿ ಮಹಾರಾಜ್ 0 [1110,518,1300,529]
srikanth-body3: ಆದ್ಯತೆಯ ಪ್ರಿಯಾಂಶು ರಾಜಾವತ್, ಮಿಥುನ್ ಮಂಜುನಾಥ್ ಮೈಸ್ನಮ್ ಅವರನ್ನು 21-18, 21-14 ಅಂತರದಿಂದ ಸೋಲಿಸಿದರು. ಮಹಿಳೆಯರ ವಿಭಾಗದಲ್ಲಿ ರಕ್ಷಿತಾ ಶ್ರೀ 18-21, 21-16, 23-21 ಅಂತರದಿಂದ ಗೆದ್ದರು. [1124,873,1300,947]
crossword-cell[interactable] [706,1200,729,1223]
clue-item: 13.ದಾರಿಯ ಮಧ್ಯದಲ್ಲಿ (2) [1076,1191,1166,1203]
crossword-cell[interactable]: 6 [683,1224,706,1247]
crossword-cell[interactable] [892,1224,915,1247]
crossword-cell[interactable] [799,1200,822,1223]
answer-item: 15.ವಿವೇಕ 16.ಅಕ್ಷರ [960,1284,1030,1296]
header-dateline [70,26,175,74]
answer-item: 1.ಅಭಿಯಾನ [960,1327,1001,1339]
score-row: ಸುಂದರ್ ಸಿ ಮಾರ್ಕ್ರಮ್ ಬಿ ಹಾರ್ಮರ್ 16 [1110,479,1300,490]
score-row: ರೆಡ್ಡಿ ಸಿ ಮಾರ್ಕ್ರಮ್ ಬಿ ಹಾರ್ಮರ್ 0 [1110,492,1300,503]
clue-item: 4.ದಾರಿಯ ಪಕ್ಕದಲ್ಲಿ ಹರಿಯುತ್ತಿರುವ ದೊಡ್ಡ ಹೊಳೆ (4) [1076,1119,1246,1131]
clues-list: ಎಡದಿಂದ ಬಲಕ್ಕೆ 1.ವಿಶ್ವಾಸಘಾತಕತನ (5) 4.ದಾರಿಯ ಪಕ್ಕದಲ್ಲಿ ಹರಿಯುತ್ತಿರುವ ದೊಡ್ಡ ಹೊಳೆ (4) 6.ಬಿಳಿಯದಾದ (2) 7.ಅಕಾಲಿಕವಾಗಿ ಒದಗುವ ಸಾವು (4) 8.ಕೆಟ್ಟದಾದ ಕನಸು (3) 11.ಸಾಮಾನ್ಯವಾಗಿ ಕಾಡುವ ಕಾಯಿಲೆ (2) 13.ದಾರಿಯ ಮಧ್ಯದಲ್ಲಿ (2) 14.ಬಂಧು ಬಳಗ (4) 15.ಮರದ ಕೊಂಬೆ (2) 16.ಸಂಗೀತದ ಒಂದು ಪ್ರಕಾರ (5) ಮೇಲಿನಿಂದ ಕೆಳಕ್ಕೆ 1.ಮನಸ್ಸಿನ ಭಾವನೆ (4) 2.ಅರಸನ ಆಸ್ಥಾನ (2) 3.ದೇವರ ಕೃಪೆ (4) 4.ಮುಂದಾಳು (4) 5.ಸುಂದರವಾದ ಉದ್ಯಾನ (5) 9.ಕಾವ್ಯದ ಒಂದು ಭಾಗ (4) 10.ಚಿಕ್ಕ ಹಕ್ಕಿ (4) 12.ಉಪಕಾರ (3) 15.ಆಕಾಶದ ಬಣ್ಣ (2) 16.ಶ್ರೇಷ್ಠ ಪುರುಷ (2) [1076,1090,1300,1405]
crossword-cell[interactable] [846,1294,869,1317]
crossword-cell[interactable]: 15 [846,1364,869,1387]
crossword-cell[interactable] [730,1271,753,1294]
answer-item: 4.ಕಾರ್ಯ 6.ಶಿವ [960,1356,1016,1368]
crossword-cell[interactable] [823,1200,846,1223]
crossword-cell[interactable] [730,1200,753,1223]
masthead-name: ಹೊಸದಿಗಂತ [1070,6,1209,46]
